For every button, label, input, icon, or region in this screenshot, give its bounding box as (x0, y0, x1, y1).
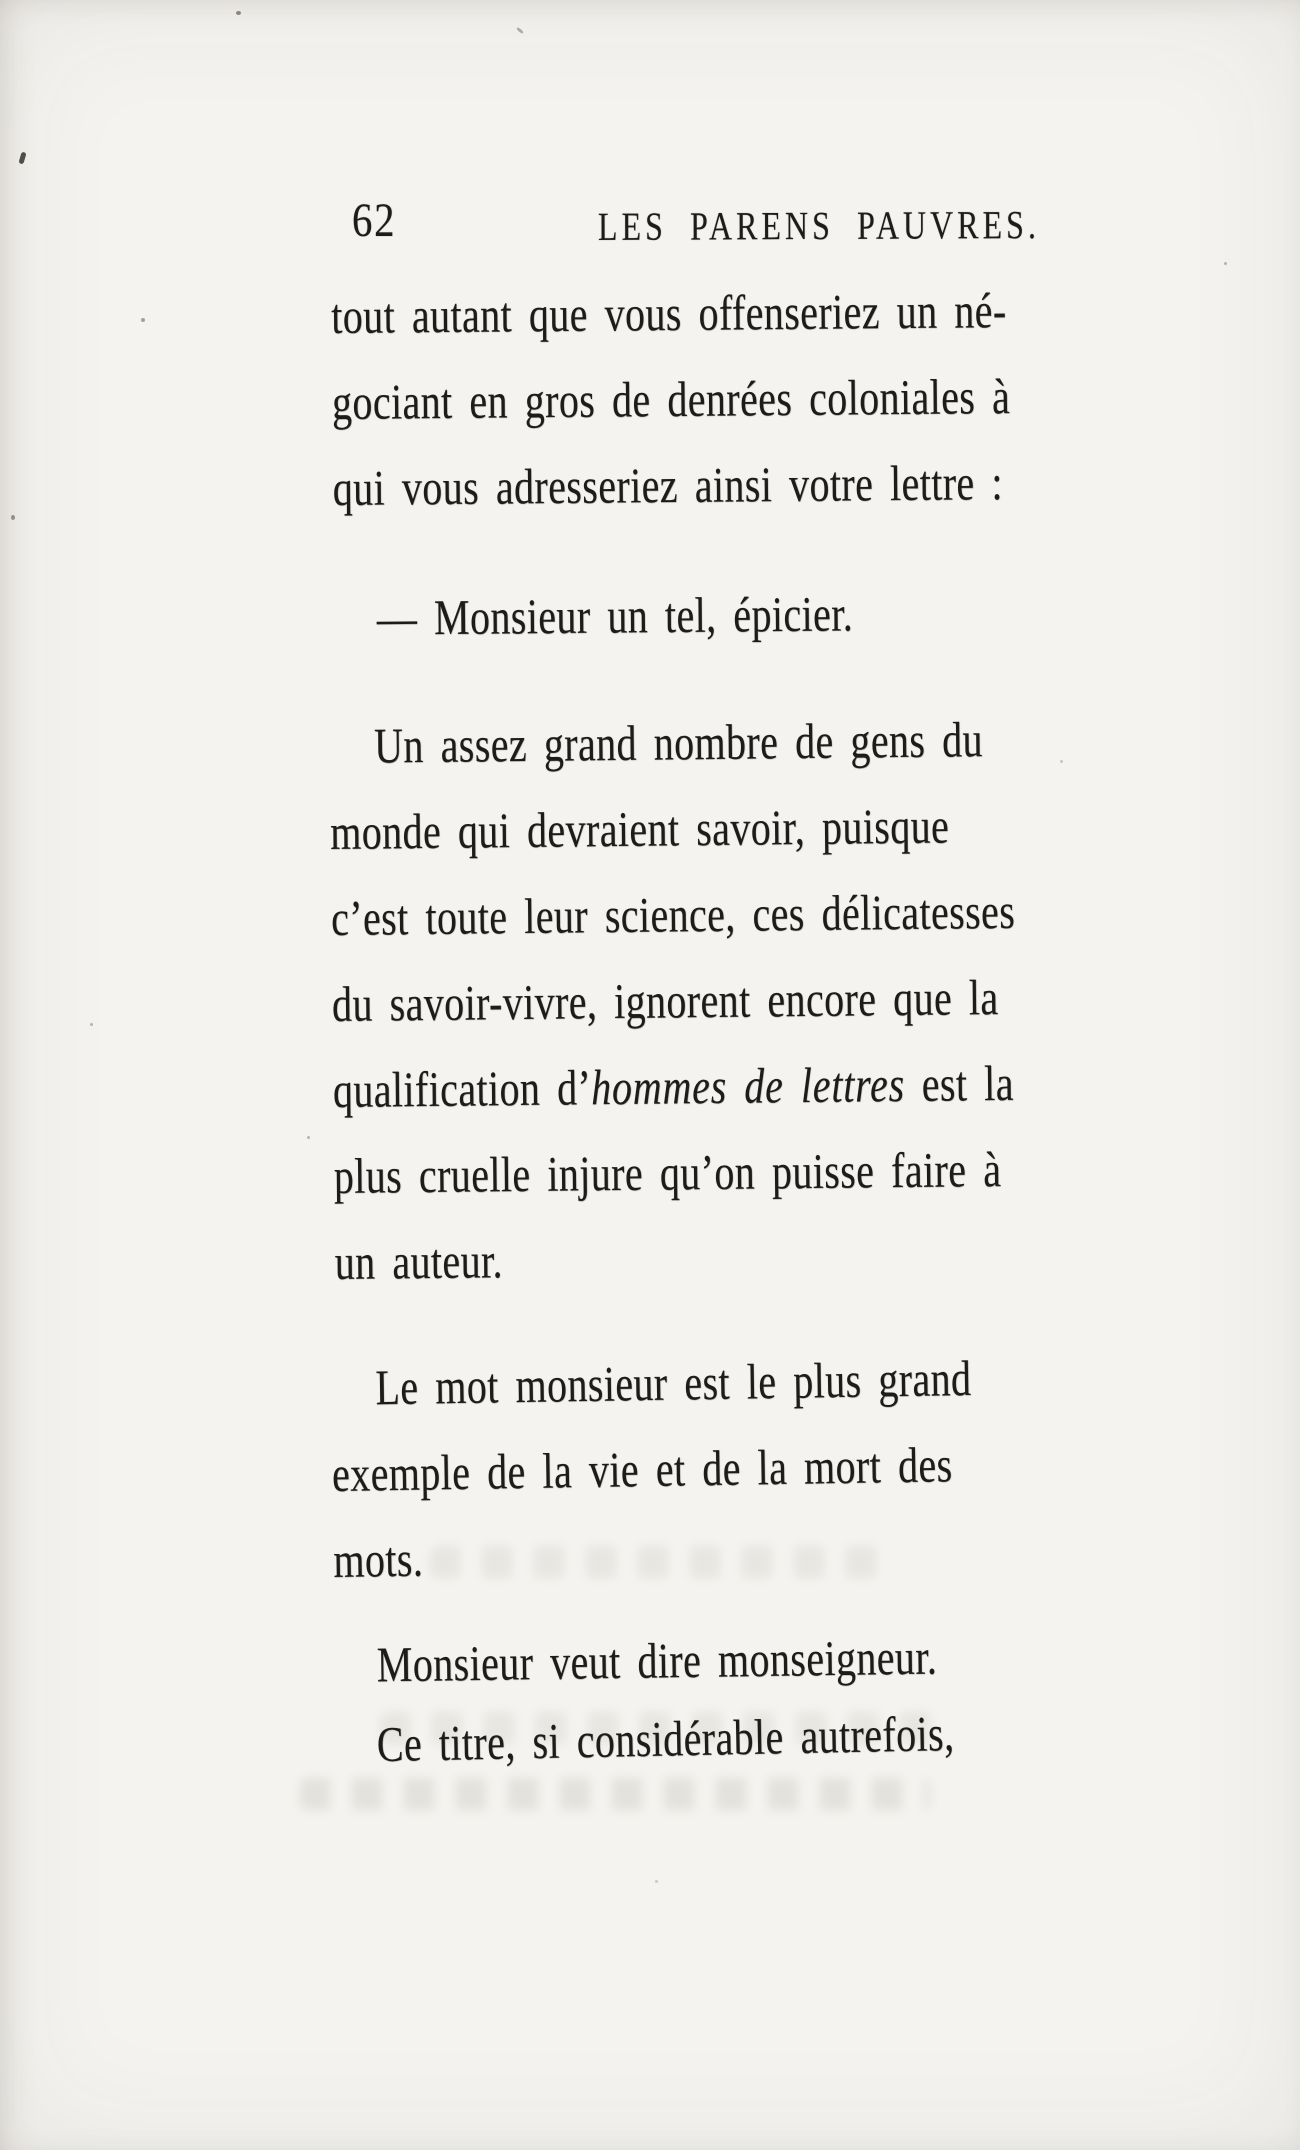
paragraph (330, 1333, 1094, 1603)
text-line (329, 783, 950, 875)
paper-speck (307, 1136, 310, 1139)
text-line (333, 1127, 1002, 1219)
text-line (331, 268, 1007, 359)
text-segment: c’est toute leur science, ces délicatesses (330, 882, 1016, 947)
text-line (330, 869, 1016, 961)
text-segment: Monsieur veut dire monseigneur. (376, 1628, 938, 1693)
paper-speck (90, 1023, 93, 1026)
text-segment: est la (904, 1054, 1015, 1113)
text-line (330, 1335, 972, 1431)
text-segment: tout autant que vous offenseriez un né- (331, 282, 1007, 345)
text-segment: monde qui devraient savoir, puisque (329, 797, 950, 861)
text-segment: Ce titre, si considérable autrefois, (376, 1705, 955, 1773)
paper-speck (11, 515, 15, 520)
text-segment: plus cruelle injure qu’on puisse faire à (333, 1141, 1002, 1204)
text-line (331, 354, 1011, 445)
text-segment: Un assez grand nombre de gens du (373, 711, 984, 774)
paper-speck (1224, 262, 1227, 265)
text-segment: qui vous adresseriez ainsi votre lettre : (332, 454, 1004, 516)
paragraph (332, 568, 1093, 661)
text-segment: Le mot monsieur est le plus grand (375, 1349, 972, 1416)
text-line (332, 570, 941, 661)
paper-speck (236, 11, 241, 15)
text-segment: exemple de la vie et de la mort des (331, 1436, 953, 1502)
paper-speck (18, 152, 26, 165)
text-line (331, 1421, 953, 1517)
text-line (331, 955, 999, 1047)
text-line (333, 1507, 942, 1603)
text-line (331, 1690, 955, 1788)
text-line (334, 1213, 943, 1305)
text-segment: du savoir-vivre, ignorent encore que la (331, 969, 999, 1032)
italic-phrase: hommes de lettres (590, 1056, 906, 1116)
text-line (329, 697, 984, 789)
paper-speck (655, 1880, 658, 1883)
text-segment: mots. (332, 1530, 424, 1588)
paper-speck (516, 27, 524, 34)
text-line (332, 1041, 1015, 1133)
paragraph (331, 266, 1093, 531)
text-line (332, 440, 1004, 531)
text-segment: gociant en gros de denrées coloniales à (331, 368, 1011, 430)
text-segment: qualification d’ (332, 1059, 592, 1118)
paragraph (331, 1687, 1093, 1788)
text-segment: un auteur. (334, 1232, 504, 1290)
running-title: LES PARENS PAUVRES. (597, 202, 1040, 249)
paper-speck (141, 318, 145, 322)
page-number: 62 (352, 194, 397, 247)
paragraph (329, 695, 1095, 1305)
text-segment: — Monsieur un tel, épicier. (376, 585, 854, 646)
text-block (329, 273, 1092, 1788)
